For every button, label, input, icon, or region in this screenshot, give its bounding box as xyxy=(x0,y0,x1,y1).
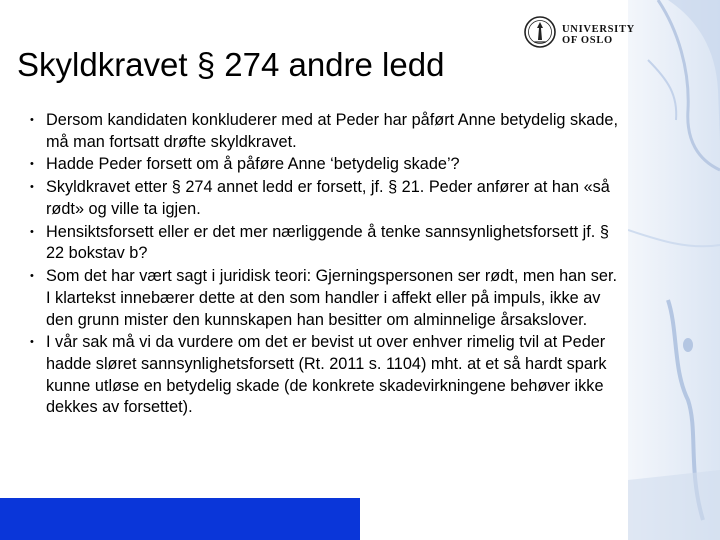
bullet-dot-icon: • xyxy=(30,270,34,283)
bullet-item xyxy=(30,222,620,265)
logo-line-1: UNIVERSITY xyxy=(562,24,635,35)
bullet-text: I vår sak må vi da vurdere om det er bevist ut over enhver rimelig tvil at Peder hadde sløret sannsynlighetsforsett (Rt. 2011 s. 1104) mht. at et så hardt spark kunne utløse en betydelig skade (de konkrete skadevirkningene behøver ikke dekkes av forsettet). xyxy=(46,333,607,417)
bullet-text: Skyldkravet etter § 274 annet ledd er forsett, jf. § 21. Peder anfører at han «så rødt» og ville ta igjen. xyxy=(46,178,610,218)
bullet-dot-icon: • xyxy=(30,181,34,194)
bullet-dot-icon: • xyxy=(30,225,34,238)
university-name xyxy=(562,24,635,46)
bullet-item xyxy=(30,110,620,153)
bullet-item xyxy=(30,332,620,418)
bullet-dot-icon: • xyxy=(30,114,34,126)
bullet-text: Som det har vært sagt i juridisk teori: Gjerningspersonen ser rødt, men han ser. I klartekst innebærer dette at den som handler i affekt eller på impuls, ikke av den grunn mister den kunnskapen han besitter om alminnelige årsakslover. xyxy=(46,267,617,329)
bullet-text: Dersom kandidaten konkluderer med at Peder har påført Anne betydelig skade, må man fortsatt drøfte skyldkravet. xyxy=(46,111,618,151)
university-logo xyxy=(524,14,634,54)
bullet-dot-icon: • xyxy=(30,336,34,349)
statue-illustration xyxy=(628,0,720,540)
bullet-item xyxy=(30,154,620,176)
footer-accent-bar xyxy=(0,498,360,540)
bullet-dot-icon: • xyxy=(30,158,34,171)
bullet-list xyxy=(30,110,620,420)
university-seal-icon xyxy=(524,14,556,50)
bullet-text: Hadde Peder forsett om å påføre Anne ‘betydelig skade’? xyxy=(46,155,460,174)
bullet-item xyxy=(30,177,620,220)
bullet-text: Hensiktsforsett eller er det mer nærliggende å tenke sannsynlighetsforsett jf. § 22 bokstav b? xyxy=(46,222,609,263)
slide-title: Skyldkravet § 274 andre ledd xyxy=(17,46,445,83)
logo-line-2: OF OSLO xyxy=(562,35,613,46)
bullet-item xyxy=(30,266,620,331)
